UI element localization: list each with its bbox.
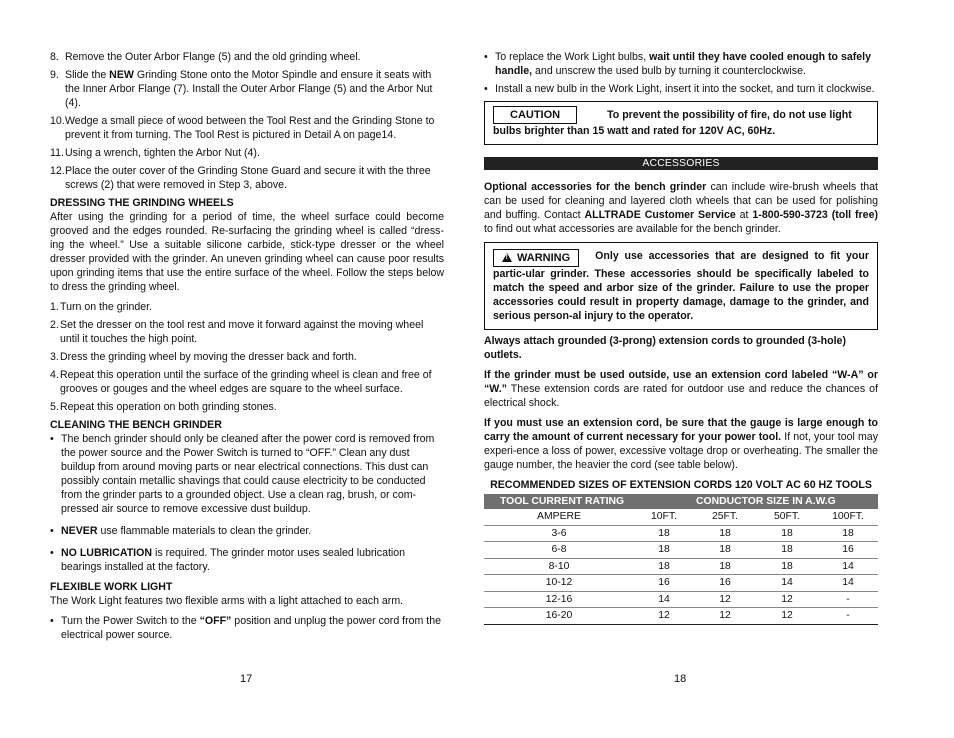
warning-label: !WARNING: [493, 249, 579, 267]
step-item: 3. Dress the grinding wheel by moving the dresser back and forth.: [50, 351, 357, 363]
table-cell: 3-6: [484, 525, 634, 542]
caution-label: CAUTION: [493, 106, 577, 124]
table-cell: 14: [756, 575, 818, 592]
table-cell: 14: [818, 575, 878, 592]
extension-cord-table-body: [484, 509, 878, 625]
table-cell: 12: [694, 591, 756, 608]
table-header-conductor: CONDUCTOR SIZE IN A.W.G: [696, 494, 878, 509]
cleaning-bullet: • The bench grinder should only be cleaned after the power cord is removed from the power source and the Power Switch is turned to “OFF.” Clean any dust buildup from around moving parts or near electrical connections. This dust can possibly contain metallic shavings that could cause electricity to be conducted from the grinder parts to a grounded object. Use a clean rag, brush, or com-pressed air source to remove excessive dust buildup.: [50, 432, 444, 516]
table-cell: 100FT.: [818, 509, 878, 525]
accessories-paragraph: Optional accessories for the bench grinder can include wire-brush wheels that can be used for cleaning and layered cloth wheels that can be used for polishing and buffing. Contact ALLTRADE Customer Service at 1-800-590-3723 (toll free) to find out what accessories are available for the bench grinder.: [484, 181, 878, 235]
gauge-paragraph: If you must use an extension cord, be sure that the gauge is large enough to carry the amount of current necessary for your power tool. If not, your tool may experi-ence a loss of power, excessive voltage drop or overheating. The smaller the gauge number, the heavier the cord (see table below).: [484, 417, 878, 471]
step-list: [50, 50, 444, 192]
accessories-banner: ACCESSORIES: [484, 157, 878, 170]
table-cell: AMPERE: [484, 509, 634, 525]
table-row: [484, 591, 878, 608]
outside-paragraph: If the grinder must be used outside, use an extension cord labeled “W-A” or “W.” These extension cords are rated for outdoor use and reduce the chances of electrical shock.: [484, 369, 878, 409]
table-cell: 18: [756, 525, 818, 542]
table-cell: 18: [634, 525, 694, 542]
cleaning-bullet: • NO LUBRICATION is required. The grinder motor uses sealed lubrication bearings installed at the factory.: [50, 546, 444, 574]
dressing-paragraph: After using the grinding for a period of time, the wheel surface could become grooved and the edges rounded. Re-surfacing the grinding wheel is called “dress-ing the wheel.” Use a suitable silicone carbide, stick-type dresser or the wheel dresser provided with the grinder. An uneven grinding wheel can cause poor results upon grinding items that use the entire surface of the wheel. Follow the steps below to dress the grinding wheel.: [50, 211, 444, 293]
warning-text: Only use accessories that are designed to fit your partic-ular grinder. These accessories should be specifically labeled to match the speed and arbor size of the grinder. Failure to use the proper accessories could result in property damage, damage to the grinder, and serious person-al injury to the operator.: [493, 250, 869, 322]
section-heading-worklight: FLEXIBLE WORK LIGHT: [50, 581, 173, 593]
table-cell: 12: [756, 608, 818, 625]
table-cell: 14: [634, 591, 694, 608]
cleaning-bullet: • NEVER use flammable materials to clean the grinder.: [50, 524, 444, 538]
table-cell: 16: [818, 542, 878, 559]
worklight-bullet: • Turn the Power Switch to the “OFF” position and unplug the power cord from the electrical power source.: [50, 614, 444, 642]
table-cell: 18: [694, 525, 756, 542]
table-title: RECOMMENDED SIZES OF EXTENSION CORDS 120 VOLT AC 60 HZ TOOLS: [490, 479, 872, 491]
table-cell: 6-8: [484, 542, 634, 559]
table-row: [484, 558, 878, 575]
right-page: [484, 50, 878, 625]
table-cell: 12: [756, 591, 818, 608]
step-item: 12. Place the outer cover of the Grinding Stone Guard and secure it with the three screws (2) that were removed in Step 3, above.: [50, 165, 431, 191]
step-item: 11. Using a wrench, tighten the Arbor Nut (4).: [50, 147, 260, 159]
left-page: [50, 50, 444, 642]
caution-box: [484, 101, 878, 145]
table-cell: 8-10: [484, 558, 634, 575]
table-cell: 16-20: [484, 608, 634, 625]
worklight-paragraph: The Work Light features two flexible arms with a light attached to each arm.: [50, 595, 404, 607]
section-heading-cleaning: CLEANING THE BENCH GRINDER: [50, 419, 222, 431]
table-cell: 18: [756, 542, 818, 559]
table-row: [484, 525, 878, 542]
table-cell: 50FT.: [756, 509, 818, 525]
table-row: [484, 542, 878, 559]
table-cell: 16: [694, 575, 756, 592]
table-cell: 18: [818, 525, 878, 542]
caution-text: To prevent the possibility of fire, do not use light bulbs brighter than 15 watt and rated for 120V AC, 60Hz.: [493, 109, 852, 137]
table-cell: 18: [694, 558, 756, 575]
bulb-bullet: • To replace the Work Light bulbs, wait until they have cooled enough to safely handle, and unscrew the used bulb by turning it counterclockwise.: [484, 50, 878, 78]
step-item: 1. Turn on the grinder.: [50, 301, 153, 313]
table-cell: -: [818, 608, 878, 625]
table-cell: 12: [634, 608, 694, 625]
table-cell: 18: [756, 558, 818, 575]
table-cell: 25FT.: [694, 509, 756, 525]
step-item: 5. Repeat this operation on both grinding stones.: [50, 401, 277, 413]
dressing-steps: [50, 300, 444, 414]
table-cell: 18: [634, 558, 694, 575]
table-cell: -: [818, 591, 878, 608]
table-cell: 18: [634, 542, 694, 559]
step-item: 4. Repeat this operation until the surface of the grinding wheel is clean and free of grooves or gouges and the wheel edges are square to the wheel surface.: [50, 369, 432, 395]
section-heading-dressing: DRESSING THE GRINDING WHEELS: [50, 197, 234, 209]
table-cell: 10FT.: [634, 509, 694, 525]
table-row: [484, 608, 878, 625]
table-cell: 16: [634, 575, 694, 592]
page-number-right: 18: [674, 673, 687, 685]
bulb-bullet: • Install a new bulb in the Work Light, insert it into the socket, and turn it clockwise.: [484, 82, 878, 96]
table-cell: 12-16: [484, 591, 634, 608]
step-item: 2. Set the dresser on the tool rest and move it forward against the moving wheel until it touches the high point.: [50, 319, 424, 345]
step-item: 10. Wedge a small piece of wood between the Tool Rest and the Grinding Stone to prevent it from turning. The Tool Rest is pictured in Detail A on page14.: [50, 115, 435, 141]
table-subheader-row: [484, 509, 878, 525]
step-item: 9. Slide the NEW Grinding Stone onto the Motor Spindle and ensure it seats with the Inner Arbor Flange (7). Install the Outer Arbor Flange (5) and the Arbor Nut (4).: [50, 69, 433, 109]
warning-icon: [502, 253, 512, 262]
table-cell: 18: [694, 542, 756, 559]
table-row: [484, 575, 878, 592]
table-cell: 12: [694, 608, 756, 625]
extension-cord-table: [484, 494, 878, 509]
ground-text: Always attach grounded (3-prong) extension cords to grounded (3-hole) outlets.: [484, 335, 846, 361]
table-cell: 10-12: [484, 575, 634, 592]
page-number-left: 17: [240, 673, 253, 685]
table-cell: 14: [818, 558, 878, 575]
table-header-rating: TOOL CURRENT RATING: [484, 494, 696, 509]
warning-box: [484, 242, 878, 330]
step-item: 8. Remove the Outer Arbor Flange (5) and the old grinding wheel.: [50, 51, 361, 63]
